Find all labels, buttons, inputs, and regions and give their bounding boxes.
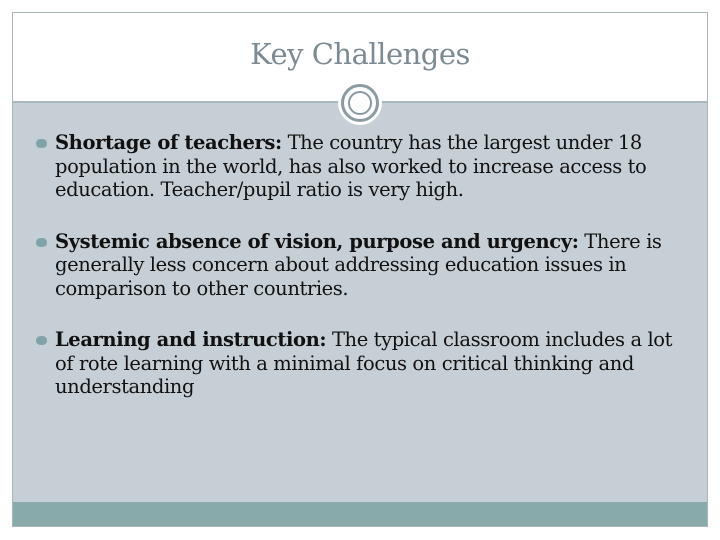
bullet-item-systemic-absence: [35, 230, 695, 301]
divider-outer-ring: [341, 84, 379, 122]
bullet-icon: [35, 237, 48, 248]
slide: [12, 12, 708, 527]
bullet-lead: Learning and instruction:: [55, 328, 327, 351]
divider-inner-ring: [348, 91, 372, 115]
bullet-lead: Shortage of teachers:: [55, 131, 282, 154]
slide-title: Key Challenges: [250, 37, 470, 71]
bullet-list: [35, 131, 695, 399]
circle-ring-divider-icon: [338, 81, 382, 125]
bullet-text: The country has the largest under 18 population in the world, has also worked to increase access to education. Teacher/pupil ratio is very high.: [55, 131, 647, 201]
bullet-text: The typical classroom includes a lot of rote learning with a minimal focus on critical thinking and understanding: [55, 328, 673, 398]
bullet-item-learning-and-instruction: [35, 328, 695, 399]
bullet-icon: [35, 138, 48, 149]
bullet-icon: [35, 335, 48, 346]
bullet-item-shortage-of-teachers: [35, 131, 695, 202]
bullet-text: There is generally less concern about addressing education issues in comparison to other countries.: [55, 229, 662, 300]
bullet-lead: Systemic absence of vision, purpose and urgency:: [55, 229, 579, 253]
footer-band: [13, 502, 707, 526]
